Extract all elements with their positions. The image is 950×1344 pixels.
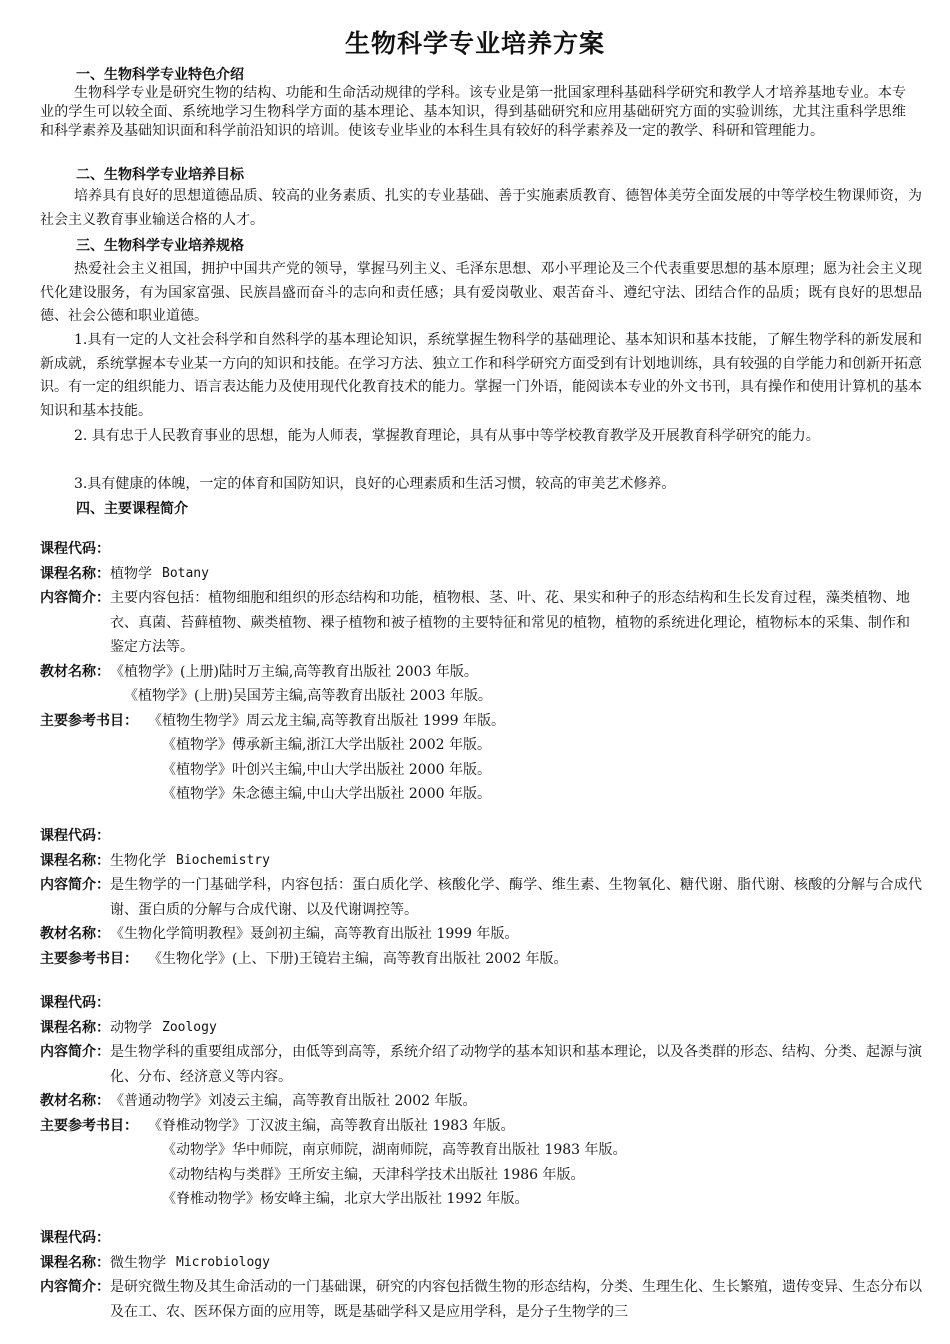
course-code-label: 课程代码： <box>40 995 110 1011</box>
reference-item: 《动物学》华中师院，南京师院，湖南师院，高等教育出版社 1983 年版。 <box>162 1142 627 1158</box>
reference-item: 《植物生物学》周云龙主编,高等教育出版社 1999 年版。 <box>148 712 505 729</box>
section-heading-2: 二、生物科学专业培养目标 <box>76 167 244 183</box>
reference-item: 《植物学》朱念德主编,中山大学出版社 2000 年版。 <box>162 786 491 802</box>
course-block-biochemistry <box>40 824 940 971</box>
course-intro-label: 内容简介： <box>40 590 110 606</box>
textbook-label: 教材名称： <box>40 663 110 680</box>
section-heading-1: 一、生物科学专业特色介绍 <box>76 67 244 83</box>
textbook-item: 《普通动物学》刘凌云主编，高等教育出版社 2002 年版。 <box>110 1093 477 1109</box>
course-intro: 是研究微生物及其生命活动的一门基础课，研究的内容包括微生物的形态结构，分类、生理生化、生长繁殖，遗传变异、生态分布以及在工、农、医环保方面的应用等，既是基础学科又是应用学科，是分子生物学的三 <box>110 1279 922 1320</box>
course-intro: 是生物学的一门基础学科，内容包括：蛋白质化学、核酸化学、酶学、维生素、生物氧化、糖代谢、脂代谢、核酸的分解与合成代谢、蛋白质的分解与合成代谢、以及代谢调控等。 <box>110 877 922 918</box>
course-name-label: 课程名称： <box>40 565 110 582</box>
section-1-text: 生物科学专业是研究生物的结构、功能和生命活动规律的学科。该专业是第一批国家理科基础科学研究和教学人才培养基地专业。本专业的学生可以较全面、系统地学习生物科学方面的基本理论、基本知识，得到基础研究和应用基础研究方面的实验训练，尤其注重科学思维和科学素养及基础知识面和科学前沿知识的培训。使该专业毕业的本科生具有较好的科学素养及一定的教学、科研和管理能力。 <box>40 85 906 139</box>
course-intro: 是生物学科的重要组成部分，由低等到高等，系统介绍了动物学的基本知识和基本理论，以及各类群的形态、结构、分类、起源与演化、分布、经济意义等内容。 <box>110 1044 922 1085</box>
references-label: 主要参考书目： <box>40 712 138 729</box>
course-name: 植物学 <box>110 565 152 582</box>
section-3-paragraph-4: 3.具有健康的体魄，一定的体育和国防知识，良好的心理素质和生活习惯，较高的审美艺术修养。 <box>74 476 676 492</box>
course-code-label: 课程代码： <box>40 828 110 844</box>
section-3-paragraph-1: 热爱社会主义祖国，拥护中国共产党的领导，掌握马列主义、毛泽东思想、邓小平理论及三个代表重要思想的基本原理；愿为社会主义现代化建设服务，有为国家富强、民族昌盛而奋斗的志向和责任感；具有爱岗敬业、艰苦奋斗、遵纪守法、团结合作的品质；既有良好的思想品德、社会公德和职业道德。 <box>40 261 922 324</box>
reference-item: 《植物学》傅承新主编,浙江大学出版社 2002 年版。 <box>162 737 491 753</box>
course-block-botany <box>40 537 940 807</box>
course-intro-label: 内容简介： <box>40 1044 110 1060</box>
textbook-label: 教材名称： <box>40 1093 110 1109</box>
course-block-zoology <box>40 991 940 1212</box>
reference-item: 《动物结构与类群》王所安主编，天津科学技术出版社 1986 年版。 <box>162 1166 585 1183</box>
section-2-text: 培养具有良好的思想道德品质、较高的业务素质、扎实的专业基础、善于实施素质教育、德智体美劳全面发展的中等学校生物课师资，为社会主义教育事业输送合格的人才。 <box>40 188 922 228</box>
course-intro-label: 内容简介： <box>40 877 110 893</box>
reference-item: 《脊椎动物学》丁汉波主编，高等教育出版社 1983 年版。 <box>148 1117 515 1134</box>
course-english-name: Zoology <box>162 1019 217 1035</box>
reference-item: 《生物化学》(上、下册)王镜岩主编，高等教育出版社 2002 年版。 <box>148 950 568 967</box>
course-name-label: 课程名称： <box>40 1254 110 1271</box>
course-code-label: 课程代码： <box>40 541 110 557</box>
textbook-item: 《植物学》(上册)吴国芳主编,高等教育出版社 2003 年版。 <box>124 688 492 704</box>
course-name-label: 课程名称： <box>40 1019 110 1036</box>
section-3-paragraph-2: 1.具有一定的人文社会科学和自然科学的基本理论知识，系统掌握生物科学的基础理论、基本知识和基本技能，了解生物学科的新发展和新成就，系统掌握本专业某一方向的知识和技能。在学习方法、独立工作和科学研究方面受到有计划地训练，具有较强的自学能力和创新开拓意识。有一定的组织能力、语言表达能力及使用现代化教育技术的能力。掌握一门外语，能阅读本专业的外文书刊，具有操作和使用计算机的基本知识和基本技能。 <box>40 332 922 419</box>
reference-item: 《植物学》叶创兴主编,中山大学出版社 2000 年版。 <box>162 761 491 778</box>
document-title: 生物科学专业培养方案 <box>344 29 605 58</box>
course-name: 生物化学 <box>110 852 166 869</box>
course-name: 微生物学 <box>110 1254 166 1271</box>
course-intro: 主要内容包括：植物细胞和组织的形态结构和功能，植物根、茎、叶、花、果实和种子的形态结构和生长发育过程，藻类植物、地衣、真菌、苔藓植物、蕨类植物、裸子植物和被子植物的主要特征和常见的植物，植物的系统进化理论，植物标本的采集、制作和鉴定方法等。 <box>110 590 910 655</box>
section-3-paragraph-3: 2. 具有忠于人民教育事业的思想，能为人师表，掌握教育理论，具有从事中等学校教育教学及开展教育科学研究的能力。 <box>74 428 820 444</box>
reference-item: 《脊椎动物学》杨安峰主编，北京大学出版社 1992 年版。 <box>162 1191 529 1207</box>
course-english-name: Biochemistry <box>176 852 270 868</box>
course-code-label: 课程代码： <box>40 1230 110 1246</box>
references-label: 主要参考书目： <box>40 1117 138 1134</box>
course-name-label: 课程名称： <box>40 852 110 869</box>
textbook-item: 《生物化学简明教程》聂剑初主编，高等教育出版社 1999 年版。 <box>110 926 519 942</box>
section-heading-4: 四、主要课程简介 <box>76 501 188 517</box>
course-english-name: Microbiology <box>176 1254 270 1270</box>
course-block-microbiology <box>40 1226 940 1324</box>
textbook-item: 《植物学》(上册)陆时万主编,高等教育出版社 2003 年版。 <box>110 663 478 680</box>
references-label: 主要参考书目： <box>40 950 138 967</box>
textbook-label: 教材名称： <box>40 926 110 942</box>
course-english-name: Botany <box>162 565 209 581</box>
course-name: 动物学 <box>110 1019 152 1036</box>
course-intro-label: 内容简介： <box>40 1279 110 1295</box>
section-heading-3: 三、生物科学专业培养规格 <box>76 238 244 254</box>
